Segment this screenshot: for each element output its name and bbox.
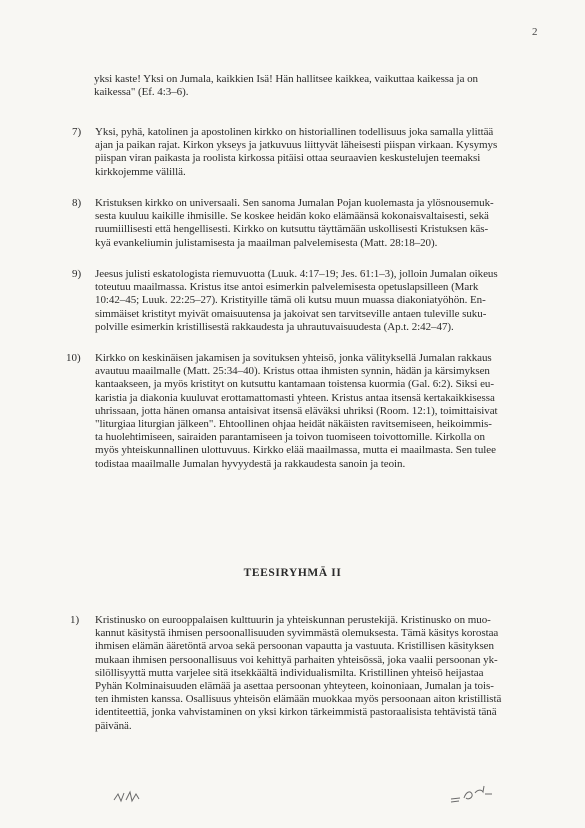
text-line: uhrissaan, jotta hänen omansa antaisivat itsensä eläväksi uhriksi (Room. 12:1), toimittaisivat xyxy=(95,404,498,417)
paragraph-7 xyxy=(95,126,497,179)
text-line: ten ihmisten kanssa. Osallisuus yhteisön elämään muokkaa myös persoonaan aiton kristillistä xyxy=(95,693,502,706)
text-line: ruumiillisesti että hengellisesti. Kirkko on kutsuttu täyttämään uskollisesti Kristuksen käs- xyxy=(95,223,489,236)
text-line: Kirkko on keskinäisen jakamisen ja sovituksen yhteisö, jonka välityksellä Jumalan rakkaus xyxy=(95,352,492,364)
paragraph-number: 8) xyxy=(72,197,82,209)
text-line: päivänä. xyxy=(95,719,132,732)
text-line: kaikessa" (Ef. 4:3–6). xyxy=(94,86,189,99)
page-number: 2 xyxy=(532,26,538,38)
paragraph-10 xyxy=(95,352,498,471)
text-line: Jeesus julisti eskatologista riemuvuotta (Luuk. 4:17–19; Jes. 61:1–3), jolloin Jumalan oikeus xyxy=(95,268,498,280)
signature-mark-icon xyxy=(112,788,142,806)
text-line: myös yhteiskunnallinen ulottuvuus. Kirkko elää maailmassa, mutta ei maailmasta. Sen tulee xyxy=(95,444,496,457)
text-line: avautuu maailmalle (Matt. 25:34–40). Kristus ottaa ihmisten synnin, hädän ja kärsimyksen xyxy=(95,365,490,378)
text-line: piispan viran paikasta ja roolista kirkossa pitäisi ottaa seuraavien keskustelujen teemaksi xyxy=(95,152,481,165)
text-line: kyä evankeliumin julistamisesta ja maailman palvelemisesta (Matt. 28:18–20). xyxy=(95,236,438,249)
text-line: polville esimerkin kristillisestä rakkaudesta ja uhrautuvaisuudesta (Ap.t. 2:42–47). xyxy=(95,320,454,333)
text-line: Yksi, pyhä, katolinen ja apostolinen kirkko on historiallinen todellisuus joka samalla ylittää xyxy=(95,126,494,138)
text-line: sesta kuuluu kaikille ihmisille. Se koskee heidän koko elämäänsä kokonaisvaltaisesti, sekä xyxy=(95,210,489,223)
text-line: "liturgiaa liturgian jälkeen". Ehtoollinen ohjaa heidät näkäisten ravitsemiseen, heikoimmis- xyxy=(95,418,492,431)
text-line: 10:42–45; Luuk. 22:25–27). Kristityille tämä oli kutsu muun muassa diakoniatyöhön. En- xyxy=(95,294,486,307)
paragraph-number: 10) xyxy=(66,352,81,364)
text-line: todistaa maailmalle Jumalan hyvyydestä ja rakkaudesta sanoin ja teoin. xyxy=(95,457,406,470)
intro-paragraph xyxy=(94,73,478,99)
text-line: ajan ja paikan rajat. Kirkon ykseys ja jatkuvuus liittyvät läheisesti piispan virkaan. Kysymys xyxy=(95,139,498,152)
section-heading: TEESIRYHMÄ II xyxy=(243,567,342,579)
paragraph-number: 9) xyxy=(72,268,82,280)
section-paragraph-1 xyxy=(95,614,501,733)
text-line: mukaan ihmisen persoonallisuus voi kehittyä parhaiten yhteisössä, joka vaalii persoonan yk- xyxy=(95,653,498,666)
text-line: simmäiset kristityt myivät omaisuutensa ja jakoivat sen tarvitseville antaen tuleville suku- xyxy=(95,307,487,320)
text-line: kirkkojemme välillä. xyxy=(95,165,186,178)
text-line: yksi kaste! Yksi on Jumala, kaikkien Isä! Hän hallitsee kaikkea, vaikuttaa kaikessa ja on xyxy=(94,73,478,85)
text-line: toteutuu maailmassa. Kristus itse antoi esimerkin palvelemisesta opetuslapsilleen (Mark xyxy=(95,281,479,294)
text-line: karistia ja diakonia kuuluvat erottamattomasti yhteen. Kristus antaa itsensä kertakaikkisessa xyxy=(95,391,495,404)
initials-mark-icon xyxy=(448,784,494,806)
text-line: ihmisen elämän ääretöntä arvoa sekä persoonan vapautta ja vastuuta. Kristillisen käsityksen xyxy=(95,640,494,653)
text-line: Pyhän Kolminaisuuden elämää ja asettaa persoonan yhteyteen, koinoniaan, Jumalan ja tois- xyxy=(95,680,494,693)
text-line: kantaakseen, ja myös kristityt on kutsuttu kantamaan toistensa kuormia (Gal. 6:2). Siksi eu- xyxy=(95,378,494,391)
paragraph-9 xyxy=(95,268,498,334)
text-line: Kristinusko on eurooppalaisen kulttuurin ja yhteiskunnan perustekijä. Kristinusko on muo- xyxy=(95,614,491,626)
paragraph-number: 7) xyxy=(72,126,82,138)
text-line: Kristuksen kirkko on universaali. Sen sanoma Jumalan Pojan kuolemasta ja ylösnousemuk- xyxy=(95,197,494,209)
paragraph-8 xyxy=(95,197,494,250)
text-line: ta huolehtimiseen, sairaiden parantamiseen ja toivon tuomiseen toivottomille. Kirkolla on xyxy=(95,431,485,444)
text-line: kannut käsitystä ihmisen persoonallisuuden syvimmästä olemuksesta. Tämä käsitys korostaa xyxy=(95,627,499,640)
paragraph-number: 1) xyxy=(70,614,80,626)
text-line: silöllisyyttä mutta varjelee sitä itsekkäältä individualismilta. Kristillinen yhteisö heijastaa xyxy=(95,666,484,679)
text-line: identiteettiä, jonka vahvistaminen on yksi kirkon tärkeimmistä pastoraalisista tehtävistä tänä xyxy=(95,706,497,719)
